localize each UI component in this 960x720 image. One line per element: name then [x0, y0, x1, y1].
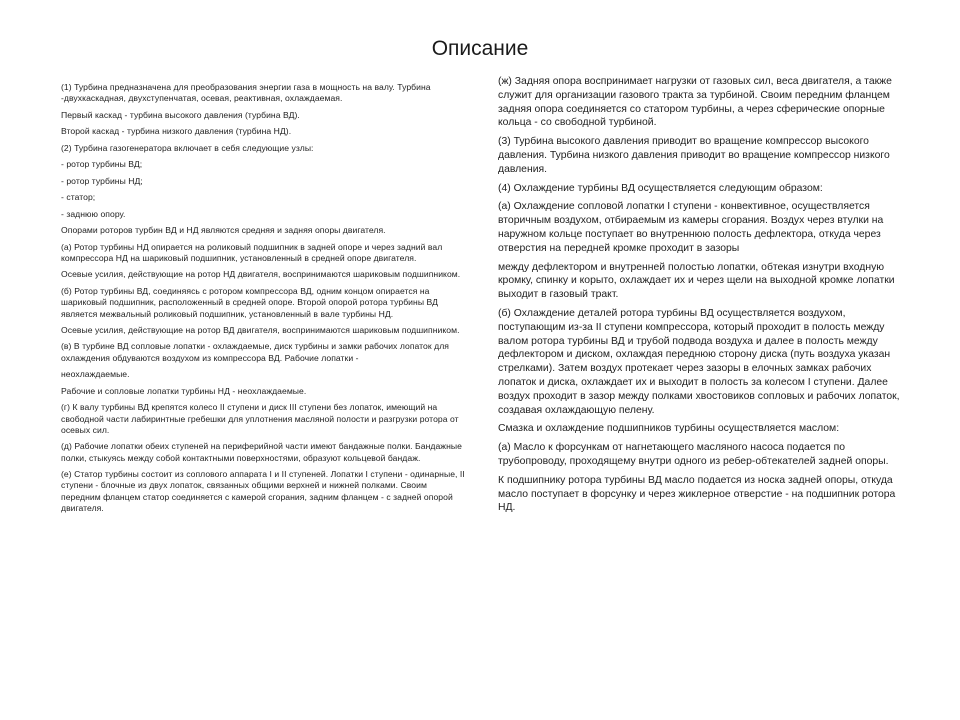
- paragraph: - ротор турбины ВД;: [61, 159, 143, 170]
- paragraph: К подшипнику ротора турбины ВД масло подается из носка задней опоры, откуда масло поступает в форсунку и через жиклерное отверстие - на подшипник ротора НД.: [498, 474, 896, 514]
- paragraph: Второй каскад - турбина низкого давления (турбина НД).: [61, 126, 292, 137]
- paragraph: Осевые усилия, действующие на ротор НД двигателя, воспринимаются шариковым подшипником.: [61, 269, 461, 280]
- paragraph: (б) Охлаждение деталей ротора турбины ВД осуществляется воздухом, поступающим из-за II ступени компрессора, который проходит в полость между валом ротора турбины ВД и трубой подвода воздуха и далее в полость между дефлектором и диском, охлаждая переднюю сторону диска (путь воздуха указан стрелками). Затем воздух протекает через зазоры в елочных замках рабочих лопаток и диска, охлаждает их и выходит в полость за колесом I ступени. Далее воздух проходит в зазор между полками хвостовиков сопловых и рабочих лопаток, создавая охлаждающую пелену.: [498, 307, 900, 416]
- paragraph: между дефлектором и внутренней полостью лопатки, обтекая изнутри входную кромку, спинку и корыто, охлаждает их и через щели на выходной кромке лопатки выходит в газовый тракт.: [498, 261, 895, 301]
- left-column: [61, 82, 466, 519]
- paragraph: Смазка и охлаждение подшипников турбины осуществляется маслом:: [498, 423, 840, 435]
- paragraph: - ротор турбины НД;: [61, 175, 143, 186]
- paragraph: Рабочие и сопловые лопатки турбины НД - неохлаждаемые.: [61, 385, 307, 396]
- paragraph: (ж) Задняя опора воспринимает нагрузки от газовых сил, веса двигателя, а также служит для организации газового тракта за турбиной. Своим передним фланцем задняя опора соединяется со статором турбины, а через сферические опорные кольца - со свободной турбиной.: [498, 76, 892, 129]
- paragraph: Первый каскад - турбина высокого давления (турбина ВД).: [61, 109, 300, 120]
- paragraph: (в) В турбине ВД сопловые лопатки - охлаждаемые, диск турбины и замки рабочих лопаток для охлаждения обдуваются воздухом из компрессора ВД. Рабочие лопатки -: [61, 341, 449, 363]
- right-column: [498, 75, 906, 520]
- paragraph: Осевые усилия, действующие на ротор ВД двигателя, воспринимаются шариковым подшипником.: [61, 325, 460, 335]
- page-title: Описание: [431, 37, 529, 60]
- paragraph: (е) Статор турбины состоит из соплового аппарата I и II ступеней. Лопатки I ступени - одинарные, II ступени - блочные из двух лопаток, связанных общими верхней и нижней полками. Своим передним фланцем статор соединяется с камерой сгорания, задним фланцем - с задней опорой двигателя.: [61, 469, 465, 513]
- paragraph: (а) Масло к форсункам от нагнетающего масляного насоса подается по трубопроводу, проходящему внутри одного из ребер-обтекателей задней опоры.: [498, 442, 889, 467]
- paragraph: (а) Ротор турбины НД опирается на роликовый подшипник в задней опоре и через задний вал компрессора НД на шариковый подшипник, установленный в средней опоре двигателя.: [61, 241, 443, 263]
- paragraph: - статор;: [61, 192, 96, 203]
- paragraph: (3) Турбина высокого давления приводит во вращение компрессор высокого давления. Турбина низкого давления приводит во вращение компрессор низкого давления.: [498, 136, 890, 175]
- paragraph: (а) Охлаждение сопловой лопатки I ступени - конвективное, осуществляется вторичным воздухом, отбираемым из камеры сгорания. Воздух через втулки на наружном кольце поступает во внутреннюю полость дефлектора, откуда через отверстия на передней кромке проходит в зазоры: [498, 201, 884, 254]
- paragraph: (1) Турбина предназначена для преобразования энергии газа в мощность на валу. Турбина -двухкаскадная, двухступенчатая, осевая, реактивная, охлаждаемая.: [61, 82, 431, 104]
- paragraph: неохлаждаемые.: [61, 369, 130, 380]
- paragraph: Опорами роторов турбин ВД и НД являются средняя и задняя опоры двигателя.: [61, 225, 386, 236]
- paragraph: (б) Ротор турбины ВД, соединяясь с ротором компрессора ВД, одним концом опирается на шариковый подшипник, расположенный в средней опоре. Второй опорой ротора турбины ВД является межвальный роликовый подшипник, установленный в вале турбины НД.: [61, 285, 438, 319]
- paragraph: (4) Охлаждение турбины ВД осуществляется следующим образом:: [498, 182, 823, 194]
- paragraph: (д) Рабочие лопатки обеих ступеней на периферийной части имеют бандажные полки. Бандажные полки, стыкуясь между собой контактными поверхностями, образуют кольцевой бандаж.: [61, 441, 462, 463]
- paragraph: - заднюю опору.: [61, 208, 126, 219]
- paragraph: (г) К валу турбины ВД крепятся колесо II ступени и диск III ступени без лопаток, имеющий на свободной части лабиринтные гребешки для уплотнения масляной полости и разгрузки ротора от осевых сил.: [61, 402, 459, 435]
- paragraph: (2) Турбина газогенератора включает в себя следующие узлы:: [61, 142, 314, 153]
